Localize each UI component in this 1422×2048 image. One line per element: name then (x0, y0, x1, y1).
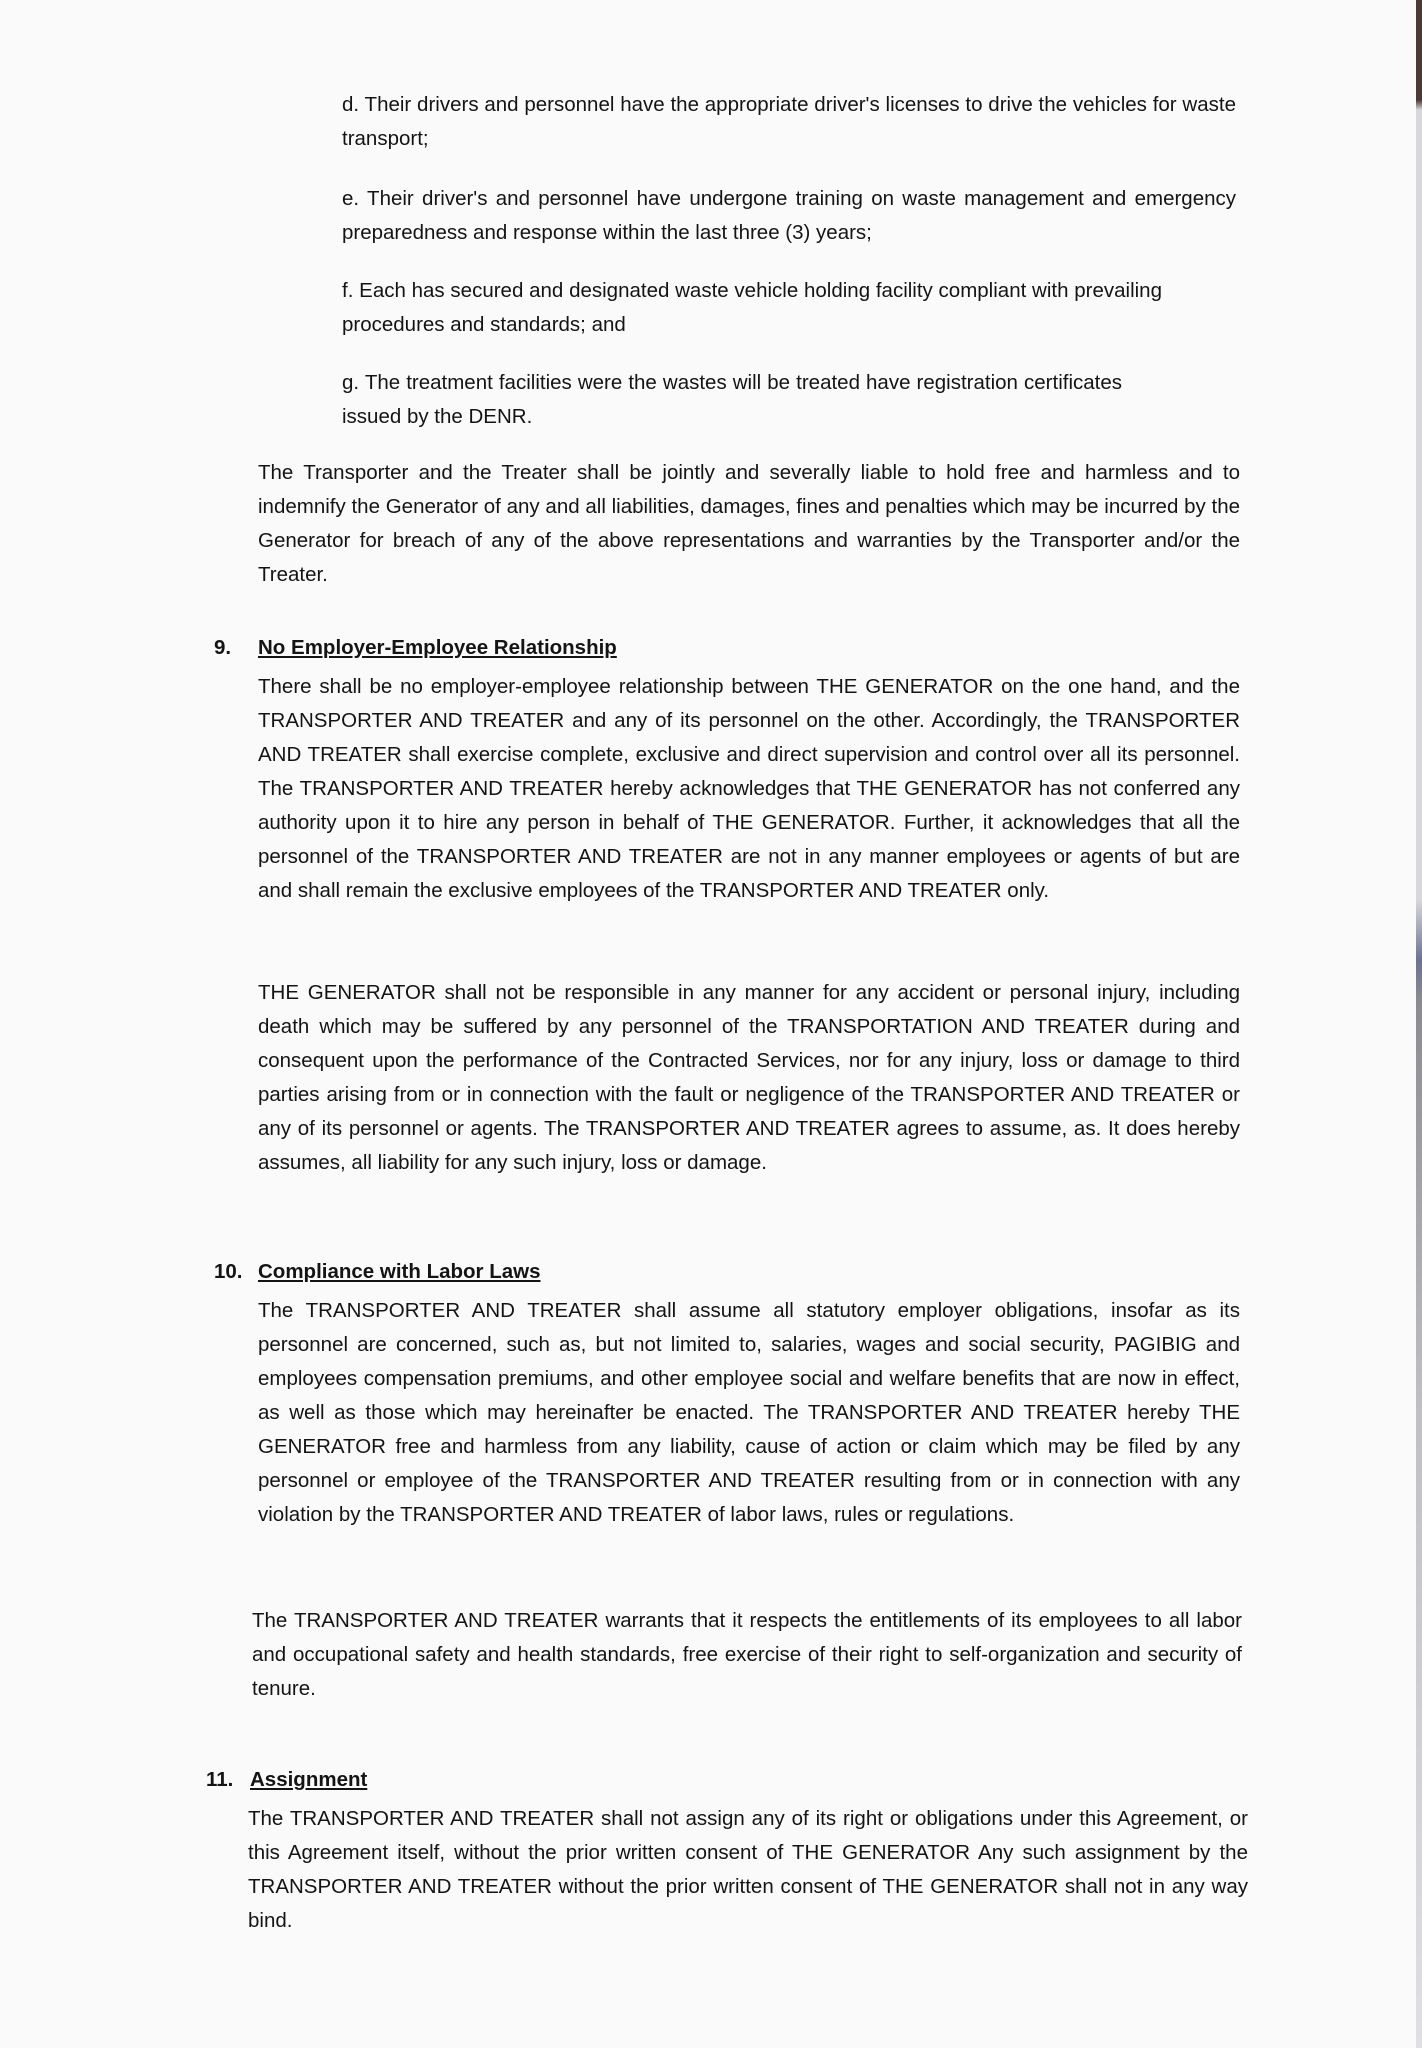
subitem-label: g. (342, 371, 360, 394)
paragraph-text: The TRANSPORTER AND TREATER shall assume all statutory employer obligations, insofar as its personnel are concerned, such as, but not limited to, salaries, wages and social security, PAGIBIG and employees compensation premiums, and other employee social and welfare benefits that are now in effect, as well as those which may hereinafter be enacted. The TRANSPORTER AND TREATER hereby THE GENERATOR free and harmless from any liability, cause of action or claim which may be filed by any personnel or employee of the TRANSPORTER AND TREATER resulting from or in connection with any violation by the TRANSPORTER AND TREATER of labor laws, rules or regulations. (258, 1299, 1240, 1526)
section-9-paragraph-2 (258, 976, 1240, 1180)
subitem-label: f. (342, 279, 354, 302)
section-title: No Employer-Employee Relationship (258, 636, 617, 659)
section-10-heading (214, 1260, 541, 1284)
section-9-paragraph-1 (258, 670, 1240, 908)
paragraph-text: THE GENERATOR shall not be responsible in any manner for any accident or personal injury, including death which may be suffered by any personnel of the TRANSPORTATION AND TREATER during and consequent upon the performance of the Contracted Services, nor for any injury, loss or damage to third parties arising from or in connection with the fault or negligence of the TRANSPORTER AND TREATER or any of its personnel or agents. The TRANSPORTER AND TREATER agrees to assume, as. It does hereby assumes, all liability for any such injury, loss or damage. (258, 981, 1240, 1174)
subitem-label: d. (342, 93, 360, 116)
subitem-d (342, 88, 1236, 156)
section-11-paragraph-1 (248, 1802, 1248, 1938)
section-number: 9. (214, 636, 232, 659)
section-9-heading (214, 636, 617, 660)
section-10-paragraph-1 (258, 1294, 1240, 1532)
paragraph-text: The TRANSPORTER AND TREATER warrants that it respects the entitlements of its employees to all labor and occupational safety and health standards, free exercise of their right to self-organization and security of tenure. (252, 1609, 1242, 1700)
subitem-text: Their drivers and personnel have the appropriate driver's licenses to drive the vehicles for waste transport; (342, 93, 1236, 150)
section-11-heading (206, 1768, 367, 1792)
subitem-label: e. (342, 187, 360, 210)
section-number: 10. (214, 1260, 243, 1283)
paragraph-text: The TRANSPORTER AND TREATER shall not assign any of its right or obligations under this Agreement, or this Agreement itself, without the prior written consent of THE GENERATOR Any such assignment by the TRANSPORTER AND TREATER without the prior written consent of THE GENERATOR shall not in any way bind. (248, 1807, 1248, 1932)
section-number: 11. (206, 1768, 234, 1791)
section-10-paragraph-2 (252, 1604, 1242, 1706)
section-title: Compliance with Labor Laws (258, 1260, 541, 1283)
paragraph-text: The Transporter and the Treater shall be jointly and severally liable to hold free and harmless and to indemnify the Generator of any and all liabilities, damages, fines and penalties which may be incurred by the Generator for breach of any of the above representations and warranties by the Transporter and/or the Treater. (258, 461, 1240, 586)
indemnity-paragraph (258, 456, 1240, 592)
subitem-g (342, 366, 1122, 434)
subitem-f (342, 274, 1162, 342)
section-title: Assignment (250, 1768, 368, 1791)
page-edge-shadow (1416, 0, 1422, 2048)
subitem-text: Each has secured and designated waste vehicle holding facility compliant with prevailing procedures and standards; and (342, 279, 1162, 336)
subitem-text: Their driver's and personnel have undergone training on waste management and emergency preparedness and response within the last three (3) years; (342, 187, 1237, 244)
paragraph-text: There shall be no employer-employee relationship between THE GENERATOR on the one hand, and the TRANSPORTER AND TREATER and any of its personnel on the other. Accordingly, the TRANSPORTER AND TREATER shall exercise complete, exclusive and direct supervision and control over all its personnel. The TRANSPORTER AND TREATER hereby acknowledges that THE GENERATOR has not conferred any authority upon it to hire any person in behalf of THE GENERATOR. Further, it acknowledges that all the personnel of the TRANSPORTER AND TREATER are not in any manner employees or agents of but are and shall remain the exclusive employees of the TRANSPORTER AND TREATER only. (258, 675, 1240, 902)
subitem-e (342, 182, 1236, 250)
subitem-text: The treatment facilities were the wastes will be treated have registration certificates issued by the DENR. (342, 371, 1122, 428)
